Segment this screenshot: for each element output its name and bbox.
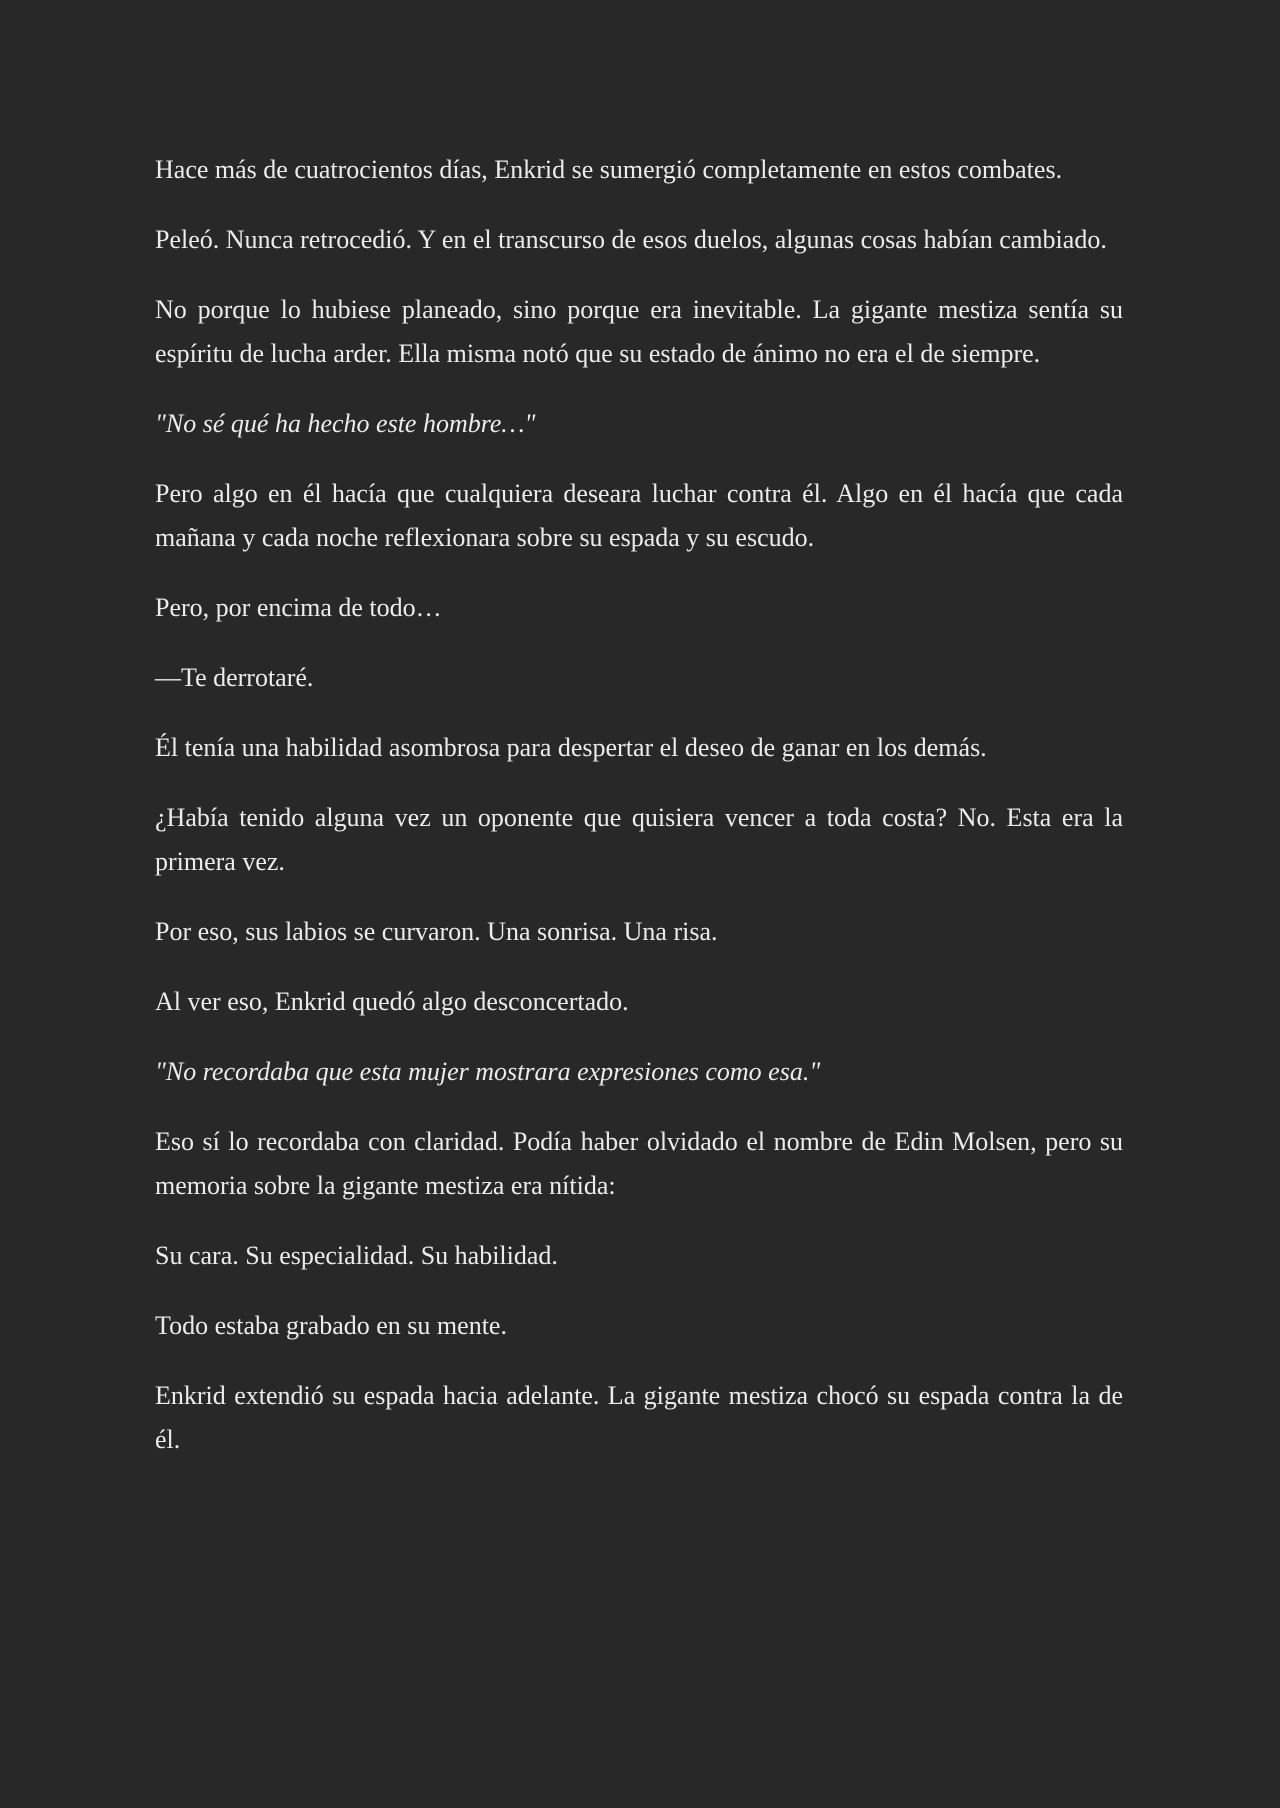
paragraph: Enkrid extendió su espada hacia adelante. La gigante mestiza chocó su espada contra la de él. xyxy=(155,1381,1123,1454)
paragraph: Pero algo en él hacía que cualquiera deseara luchar contra él. Algo en él hacía que cada mañana y cada noche reflexionara sobre su espada y su escudo. xyxy=(155,479,1123,552)
thought-paragraph: "No recordaba que esta mujer mostrara expresiones como esa." xyxy=(155,1057,821,1086)
paragraph: Peleó. Nunca retrocedió. Y en el transcurso de esos duelos, algunas cosas habían cambiado. xyxy=(155,225,1107,254)
paragraph: Eso sí lo recordaba con claridad. Podía haber olvidado el nombre de Edin Molsen, pero su memoria sobre la gigante mestiza era nítida: xyxy=(155,1127,1123,1200)
paragraph: Todo estaba grabado en su mente. xyxy=(155,1311,507,1340)
chapter-text xyxy=(155,148,1123,1488)
paragraph: Pero, por encima de todo… xyxy=(155,593,442,622)
paragraph: Su cara. Su especialidad. Su habilidad. xyxy=(155,1241,558,1270)
paragraph: Él tenía una habilidad asombrosa para despertar el deseo de ganar en los demás. xyxy=(155,733,987,762)
paragraph: Al ver eso, Enkrid quedó algo desconcertado. xyxy=(155,987,629,1016)
paragraph: Por eso, sus labios se curvaron. Una sonrisa. Una risa. xyxy=(155,917,718,946)
paragraph: ¿Había tenido alguna vez un oponente que quisiera vencer a toda costa? No. Esta era la primera vez. xyxy=(155,803,1123,876)
thought-paragraph: "No sé qué ha hecho este hombre…" xyxy=(155,409,536,438)
paragraph: No porque lo hubiese planeado, sino porque era inevitable. La gigante mestiza sentía su espíritu de lucha arder. Ella misma notó que su estado de ánimo no era el de siempre. xyxy=(155,295,1123,368)
dialogue-paragraph: —Te derrotaré. xyxy=(155,663,314,692)
paragraph: Hace más de cuatrocientos días, Enkrid se sumergió completamente en estos combates. xyxy=(155,155,1063,184)
